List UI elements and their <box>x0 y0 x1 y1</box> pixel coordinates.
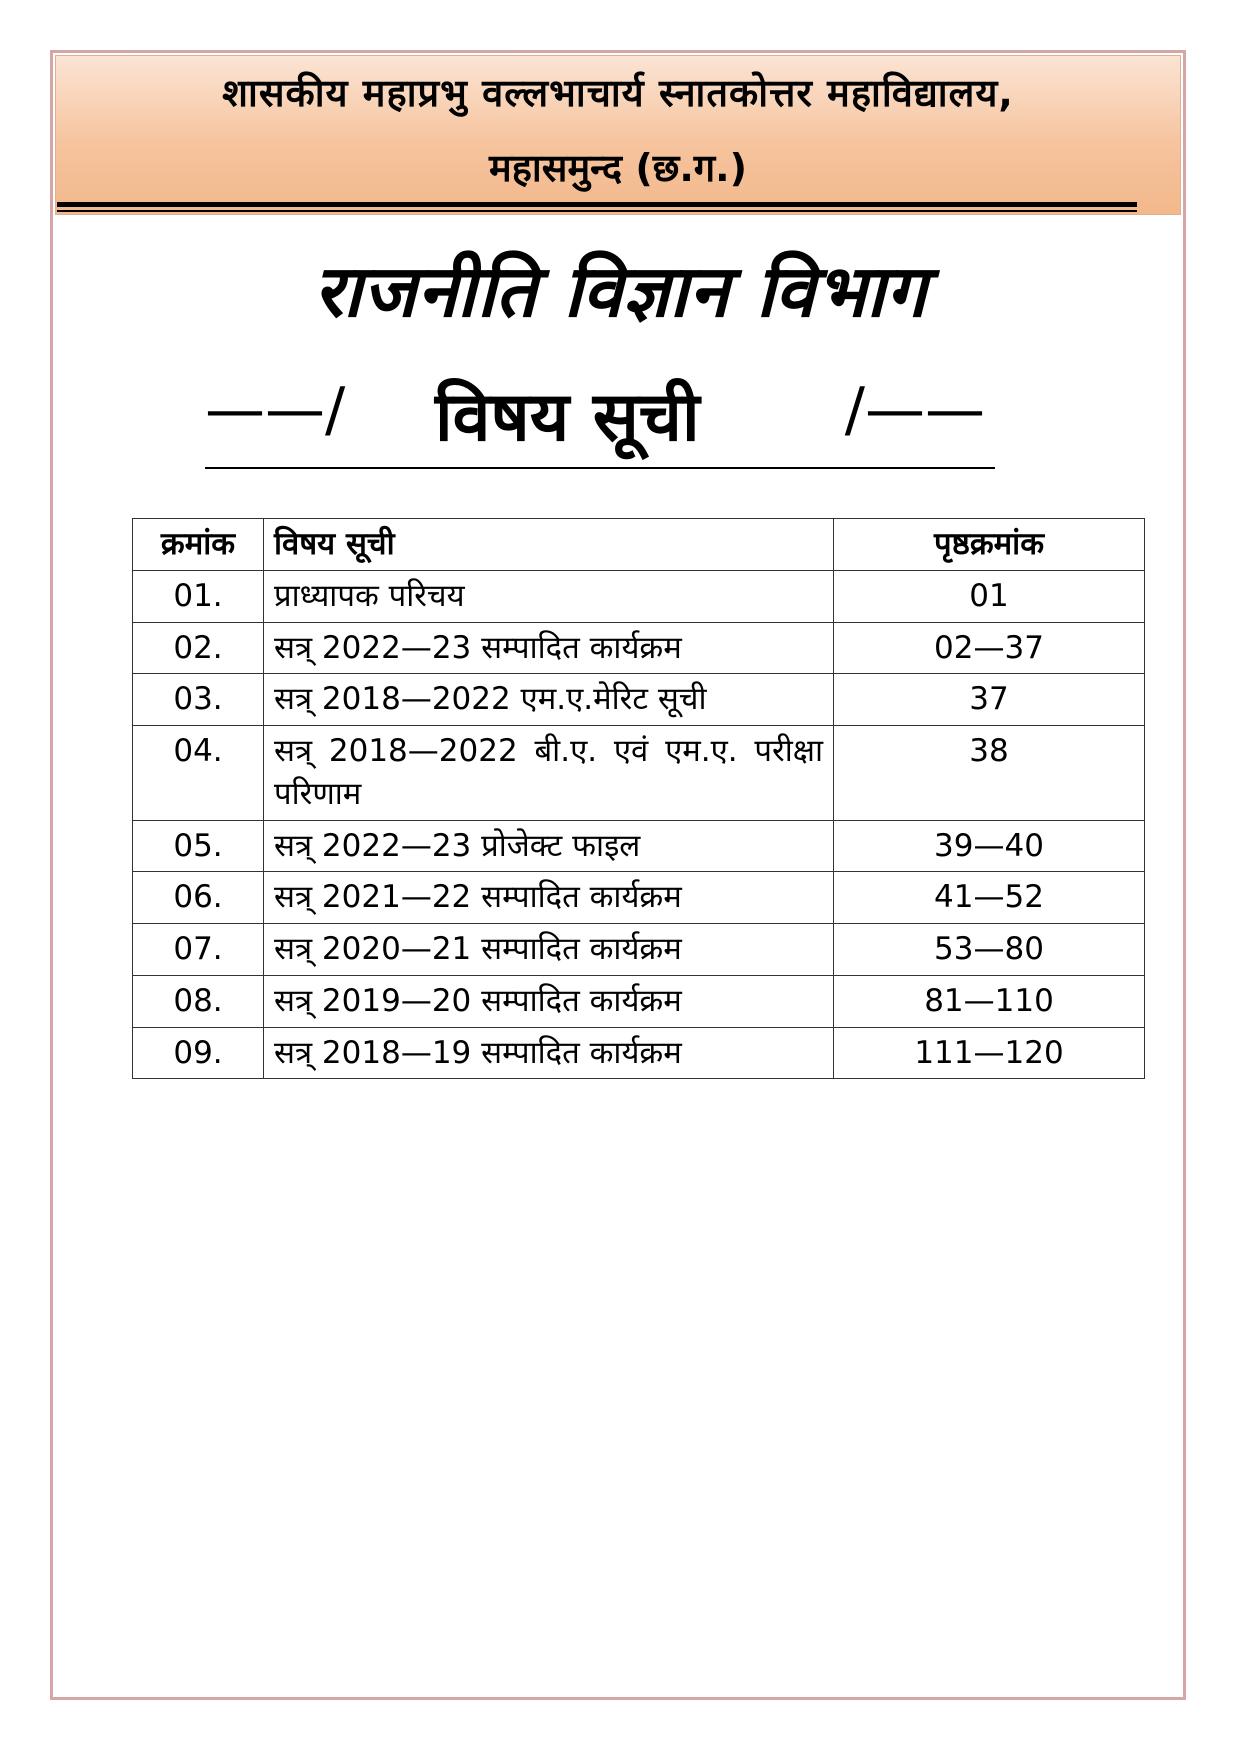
table-row <box>133 975 1145 1027</box>
college-location: महासमुन्द (छ.ग.) <box>489 146 747 190</box>
row-serial-no: 03. <box>133 674 264 726</box>
row-serial-no: 02. <box>133 622 264 674</box>
row-topic: सत्र् 2021—22 सम्पादित कार्यक्रम <box>264 872 834 924</box>
college-name: शासकीय महाप्रभु वल्लभाचार्य स्नातकोत्तर महाविद्यालय, <box>222 71 1014 115</box>
row-topic: प्राध्यापक परिचय <box>264 570 834 622</box>
row-topic: सत्र् 2022—23 प्रोजेक्ट फाइल <box>264 820 834 872</box>
row-topic: सत्र् 2022—23 सम्पादित कार्यक्रम <box>264 622 834 674</box>
row-serial-no: 04. <box>133 726 264 821</box>
college-header <box>55 55 1181 215</box>
table-header-row <box>133 519 1145 571</box>
row-page-no: 02—37 <box>834 622 1145 674</box>
table-row <box>133 674 1145 726</box>
row-serial-no: 06. <box>133 872 264 924</box>
header-page-no: पृष्ठक्रमांक <box>834 519 1145 571</box>
row-topic: सत्र् 2019—20 सम्पादित कार्यक्रम <box>264 975 834 1027</box>
heading-decoration-left: ——/ <box>205 375 346 445</box>
row-page-no: 81—110 <box>834 975 1145 1027</box>
table-row <box>133 1027 1145 1079</box>
heading-decoration-right: /—— <box>844 375 985 445</box>
row-topic: सत्र् 2020—21 सम्पादित कार्यक्रम <box>264 924 834 976</box>
toc-heading <box>205 375 995 469</box>
row-serial-no: 05. <box>133 820 264 872</box>
row-serial-no: 01. <box>133 570 264 622</box>
row-page-no: 01 <box>834 570 1145 622</box>
header-rule-thick <box>57 202 1137 207</box>
table-row <box>133 924 1145 976</box>
row-page-no: 37 <box>834 674 1145 726</box>
row-page-no: 53—80 <box>834 924 1145 976</box>
toc-heading-title: विषय सूची <box>435 378 700 457</box>
row-serial-no: 07. <box>133 924 264 976</box>
row-topic: सत्र् 2018—19 सम्पादित कार्यक्रम <box>264 1027 834 1079</box>
header-topic: विषय सूची <box>264 519 834 571</box>
row-topic: सत्र् 2018—2022 एम.ए.मेरिट सूची <box>264 674 834 726</box>
row-serial-no: 09. <box>133 1027 264 1079</box>
header-rule-thin <box>57 210 1137 212</box>
row-page-no: 38 <box>834 726 1145 821</box>
table-row <box>133 570 1145 622</box>
table-row <box>133 872 1145 924</box>
row-topic: सत्र् 2018—2022 बी.ए. एवं एम.ए. परीक्षा परिणाम <box>264 726 834 821</box>
contents-table <box>132 518 1145 1079</box>
row-page-no: 111—120 <box>834 1027 1145 1079</box>
table-row <box>133 820 1145 872</box>
row-page-no: 39—40 <box>834 820 1145 872</box>
header-serial-no: क्रमांक <box>133 519 264 571</box>
row-serial-no: 08. <box>133 975 264 1027</box>
row-page-no: 41—52 <box>834 872 1145 924</box>
table-row <box>133 726 1145 821</box>
department-title: राजनीति विज्ञान विभाग <box>313 249 928 333</box>
table-row <box>133 622 1145 674</box>
